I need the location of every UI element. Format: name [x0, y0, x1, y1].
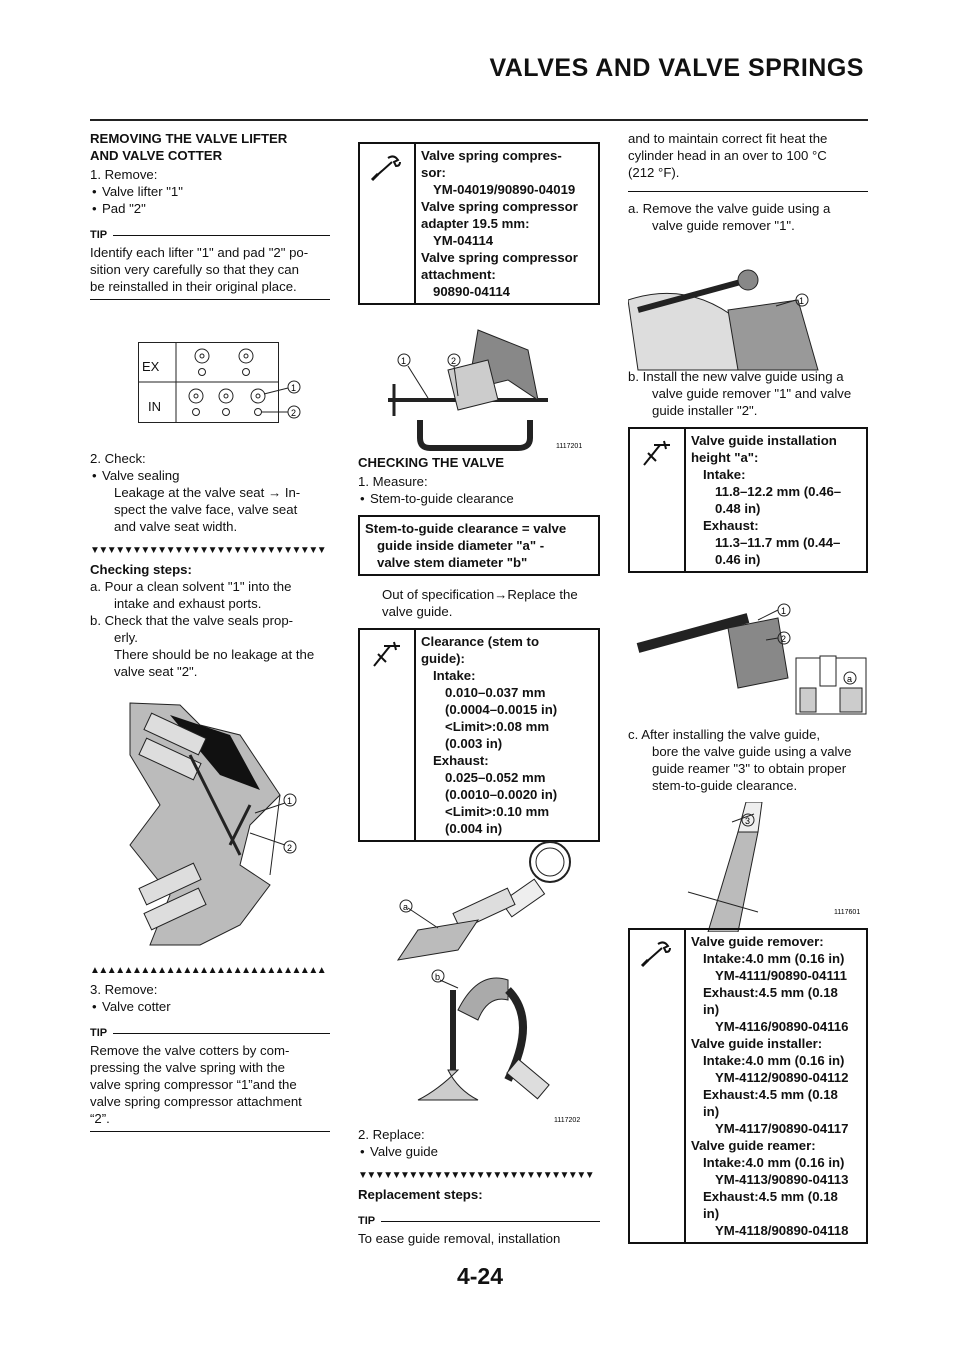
callout-1: 1 [781, 606, 787, 616]
wrench-tool-icon [630, 930, 686, 1242]
lifter-diagram [138, 342, 378, 452]
title-rule [90, 119, 868, 121]
step-c: c. After installing the valve guide, bore the valve guide using a valve guide reamer "3" to obtain proper stem-to-guide clearance. [628, 727, 852, 793]
bullet-valve-guide: • Valve guide [358, 1143, 600, 1160]
guide-tools-spec-box: Valve guide remover: Intake:4.0 mm (0.16 in) YM-4111/90890-04111 Exhaust:4.5 mm (0.18 in) YM-4116/90890-04116 Valve guide installer: Intake:4.0 mm (0.16 in) YM-4112/90890-04112 Exhaust:4.5 mm (0.18 in) YM-4117/90890-04117 Valve guide reamer: Intake:4.0 mm (0.16 in) YM-4113/90890-04113 Exhaust:4.5 mm (0.18 in) YM-4118/90890-04118 [628, 928, 868, 1244]
valve-spring-compressor-figure [358, 320, 600, 460]
tip-end-rule [628, 191, 868, 192]
page-title: VALVES AND VALVE SPRINGS [489, 54, 864, 82]
tip-text: Identify each lifter "1" and pad "2" po- sition very carefully so that they can be reinstalled in their original place. [90, 245, 309, 294]
steps-start-marker: ▼▼▼▼▼▼▼▼▼▼▼▼▼▼▼▼▼▼▼▼▼▼▼▼▼▼▼▼ [358, 1170, 594, 1181]
callout-a: a [847, 674, 853, 684]
installation-height-spec-box: Valve guide installation height "a": Intake: 11.8–12.2 mm (0.46– 0.48 in) Exhaust: 11.3–11.7 mm (0.44– 0.46 in) [628, 427, 868, 573]
figure-code: 1117201 [556, 443, 583, 450]
checking-steps-heading: Checking steps: [90, 562, 192, 577]
step-check: 2. Check: [90, 451, 146, 466]
callout-2: 2 [287, 843, 293, 853]
callout-1: 1 [291, 383, 297, 393]
tip-continuation: and to maintain correct fit heat the cylinder head in an over to 100 °C (212 °F). [628, 131, 828, 180]
steps-end-marker: ▲▲▲▲▲▲▲▲▲▲▲▲▲▲▲▲▲▲▲▲▲▲▲▲▲▲▲▲ [90, 965, 326, 976]
column-2 [358, 142, 600, 1246]
replacement-steps-heading: Replacement steps: [358, 1187, 483, 1202]
steps-start-marker: ▼▼▼▼▼▼▼▼▼▼▼▼▼▼▼▼▼▼▼▼▼▼▼▼▼▼▼▼ [90, 545, 326, 556]
guide-removal-figure [628, 260, 868, 380]
wrench-tool-icon [360, 144, 416, 303]
step-a: a. Remove the valve guide using a valve guide remover "1". [628, 201, 831, 233]
column-1 [90, 130, 330, 1126]
page-number: 4-24 [456, 1263, 504, 1289]
callout-2: 2 [291, 408, 297, 418]
bullet-valve-lifter: • Valve lifter "1" [90, 183, 330, 200]
out-of-spec-text: Out of specification→Replace the valve guide. [382, 587, 578, 619]
caliper-spec-icon [630, 429, 686, 571]
callout-2: 2 [451, 356, 457, 366]
callout-2: 2 [781, 634, 787, 644]
guide-install-figure [628, 588, 868, 718]
section-heading: CHECKING THE VALVE [358, 455, 505, 470]
section-heading: REMOVING THE VALVE LIFTER AND VALVE COTTER [90, 131, 288, 163]
callout-3: 3 [745, 816, 751, 826]
figure-code: 1117601 [834, 909, 861, 916]
tip-header: TIP [358, 1213, 600, 1230]
tip-header: TIP [90, 1025, 330, 1042]
step-remove: 1. Remove: [90, 167, 158, 182]
bullet-valve-sealing: • Valve sealing [90, 467, 330, 484]
bullet-stem-to-guide: • Stem-to-guide clearance [358, 490, 600, 507]
step-b: b. Install the new valve guide using a valve guide remover "1" and valve guide installer "2". [628, 369, 852, 418]
clearance-spec-box: Clearance (stem to guide): Intake: 0.010–0.037 mm (0.0004–0.0015 in) <Limit>:0.08 mm (0.003 in) Exhaust: 0.025–0.052 mm (0.0010–0.0020 in) <Limit>:0.10 mm (0.004 in) [358, 628, 600, 842]
checking-step-a: a. Pour a clean solvent "1" into the intake and exhaust ports. [90, 579, 292, 611]
measurement-figure [358, 840, 600, 1130]
bullet-pad: • Pad "2" [90, 200, 330, 217]
callout-b: b [435, 972, 441, 982]
reamer-figure [628, 802, 868, 932]
valve-seal-figure [90, 695, 330, 955]
callout-a: a [403, 902, 409, 912]
label-ex: EX [142, 359, 160, 374]
step-replace: 2. Replace: [358, 1127, 425, 1142]
callout-1: 1 [287, 796, 293, 806]
figure-code: 1117202 [554, 1117, 581, 1124]
label-in: IN [148, 399, 161, 414]
step-remove-cotter: 3. Remove: [90, 982, 158, 997]
leakage-text: Leakage at the valve seat → In- spect the valve face, valve seat and valve seat width. [114, 485, 301, 534]
caliper-spec-icon [360, 630, 416, 840]
tip-header: TIP [90, 227, 330, 244]
bullet-valve-cotter: • Valve cotter [90, 998, 330, 1015]
callout-1: 1 [799, 296, 805, 306]
formula-box: Stem-to-guide clearance = valve guide inside diameter "a" - valve stem diameter "b" [358, 515, 600, 576]
checking-step-b: b. Check that the valve seals prop- erly. There should be no leakage at the valve seat "2". [90, 613, 315, 679]
callout-1: 1 [401, 356, 407, 366]
tip-end-rule [90, 1131, 330, 1132]
tip-text: Remove the valve cotters by com- pressing the valve spring with the valve spring compressor “1”and the valve spring compressor attachment “2”. [90, 1043, 302, 1126]
tip-text: To ease guide removal, installation [358, 1231, 561, 1246]
column-3 [628, 130, 868, 1238]
step-measure: 1. Measure: [358, 474, 428, 489]
tool-spec-box: Valve spring compres- sor: YM-04019/90890-04019 Valve spring compressor adapter 19.5 mm: YM-04114 Valve spring compressor attachment: 90890-04114 [358, 142, 600, 305]
